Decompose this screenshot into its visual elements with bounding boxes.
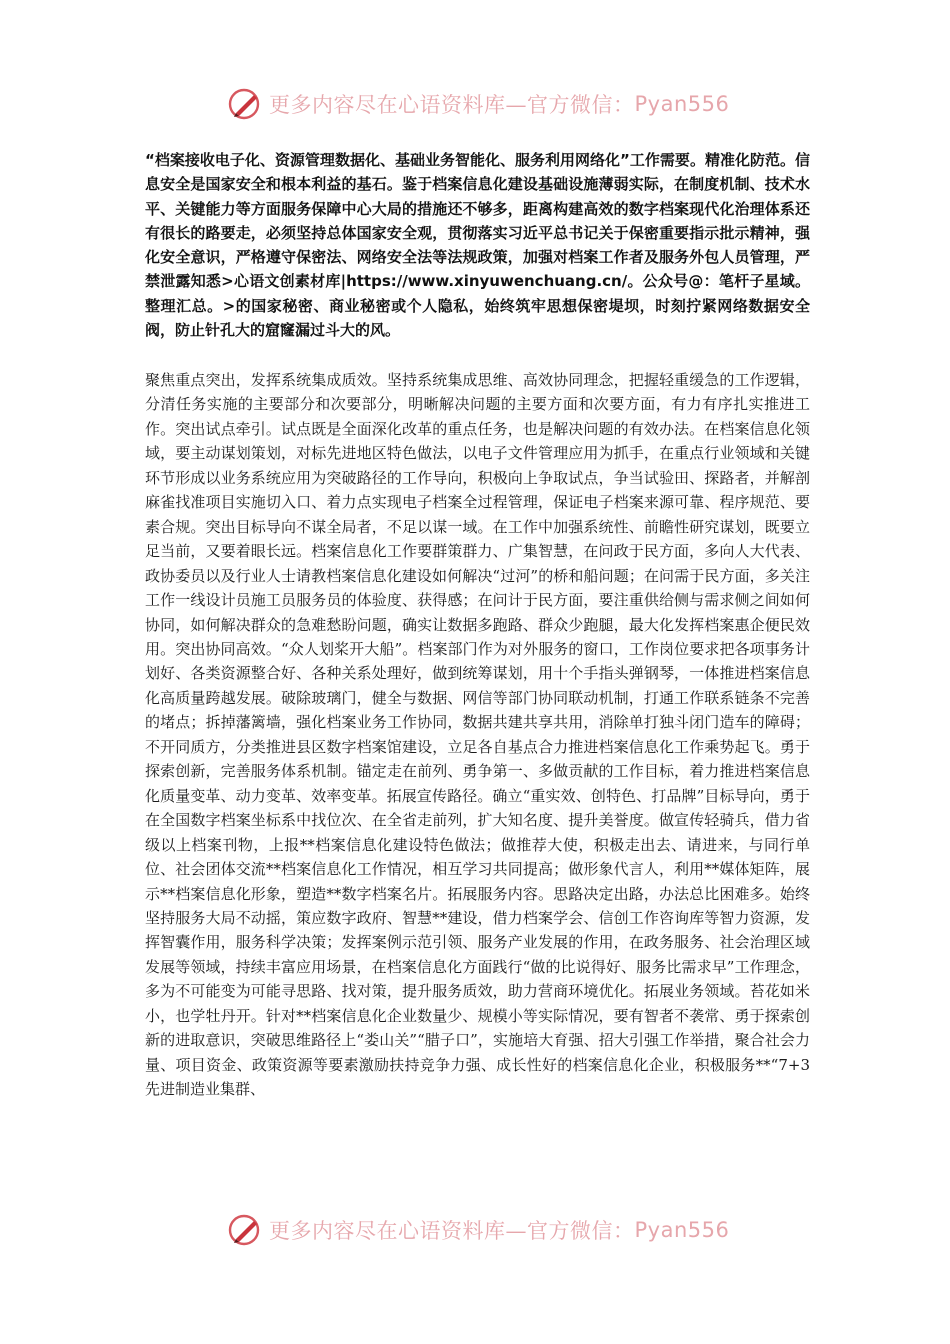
- intro-paragraph: “档案接收电子化、资源管理数据化、基础业务智能化、服务利用网络化”工作需要。精准化防范。信息安全是国家安全和根本利益的基石。鉴于档案信息化建设基础设施薄弱实际，在制度机制、技术水平、关键能力等方面服务保障中心大局的措施还不够多，距离构建高效的数字档案现代化治理体系还有很长的路要走，必须坚持总体国家安全观，贯彻落实习近平总书记关于保密重要指示批示精神，强化安全意识，严格遵守保密法、网络安全法等法规政策，加强对档案工作者及服务外包人员管理，严禁泄露知悉>心语文创素材库|https://www.xinyuwenchuang.cn/。公众号@：笔杆子星域。整理汇总。>的国家秘密、商业秘密或个人隐私，始终筑牢思想保密堤坝，时刻拧紧网络数据安全阀，防止针孔大的窟窿漏过斗大的风。: [145, 151, 810, 340]
- header-banner: [0, 82, 950, 126]
- footer-wechat-id: Pyan556: [634, 1218, 730, 1242]
- pen-logo-icon: [227, 1212, 263, 1248]
- header-banner-text: 更多内容尽在心语资料库—官方微信：: [269, 93, 635, 117]
- pen-logo-icon: [227, 86, 263, 122]
- footer-banner-text: 更多内容尽在心语资料库—官方微信：: [269, 1219, 635, 1243]
- footer-banner: [0, 1208, 950, 1252]
- header-wechat-id: Pyan556: [634, 92, 730, 116]
- body-paragraph: 聚焦重点突出，发挥系统集成质效。坚持系统集成思维、高效协同理念，把握轻重缓急的工作逻辑，分清任务实施的主要部分和次要部分，明晰解决问题的主要方面和次要方面，有力有序扎实推进工作。突出试点牵引。试点既是全面深化改革的重点任务，也是解决问题的有效办法。在档案信息化领域，要主动谋划策划，对标先进地区特色做法，以电子文件管理应用为抓手，在重点行业领域和关键环节形成以业务系统应用为突破路径的工作导向，积极向上争取试点，争当试验田、探路者，并解剖麻雀找准项目实施切入口、着力点实现电子档案全过程管理，保证电子档案来源可靠、程序规范、要素合规。突出目标导向不谋全局者，不足以谋一域。在工作中加强系统性、前瞻性研究谋划，既要立足当前，又要着眼长远。档案信息化工作要群策群力、广集智慧，在问政于民方面，多向人大代表、政协委员以及行业人士请教档案信息化建设如何解决“过河”的桥和船问题；在问需于民方面，多关注工作一线设计员施工员服务员的体验度、获得感；在问计于民方面，要注重供给侧与需求侧之间如何协同，如何解决群众的急难愁盼问题，确实让数据多跑路、群众少跑腿，最大化发挥档案惠企便民效用。突出协同高效。“众人划桨开大船”。档案部门作为对外服务的窗口，工作岗位要求把各项事务计划好、各类资源整合好、各种关系处理好，做到统筹谋划，用十个手指头弹钢琴，一体推进档案信息化高质量跨越发展。破除玻璃门，健全与数据、网信等部门协同联动机制，打通工作联系链条不完善的堵点；拆掉藩篱墙，强化档案业务工作协同，数据共建共享共用，消除单打独斗闭门造车的障碍；不开同质方，分类推进县区数字档案馆建设，立足各自基点合力推进档案信息化工作乘势起飞。勇于探索创新，完善服务体系机制。锚定走在前列、勇争第一、多做贡献的工作目标，着力推进档案信息化质量变革、动力变革、效率变革。拓展宣传路径。确立“重实效、创特色、打品牌”目标导向，勇于在全国数字档案坐标系中找位次、在全省走前列，扩大知名度、提升美誉度。做宣传轻骑兵，借力省级以上档案刊物，上报**档案信息化建设特色做法；做推荐大使，积极走出去、请进来，与同行单位、社会团体交流**档案信息化工作情况，相互学习共同提高；做形象代言人，利用**媒体矩阵，展示**档案信息化形象，塑造**数字档案名片。拓展服务内容。思路决定出路，办法总比困难多。始终坚持服务大局不动摇，策应数字政府、智慧**建设，借力档案学会、信创工作咨询库等智力资源，发挥智囊作用，服务科学决策；发挥案例示范引领、服务产业发展的作用，在政务服务、社会治理区域发展等领域，持续丰富应用场景，在档案信息化方面践行“做的比说得好、服务比需求早”工作理念，多为不可能变为可能寻思路、找对策，提升服务质效，助力营商环境优化。拓展业务领域。苔花如米小，也学牡丹开。针对**档案信息化企业数量少、规模小等实际情况，要有智者不袭常、勇于探索创新的进取意识，突破思维路径上“娄山关”“腊子口”，实施培大育强、招大引强工作举措，聚合社会力量、项目资金、政策资源等要素激励扶持竞争力强、成长性好的档案信息化企业，积极服务**“7+3 先进制造业集群、: [145, 371, 810, 1099]
